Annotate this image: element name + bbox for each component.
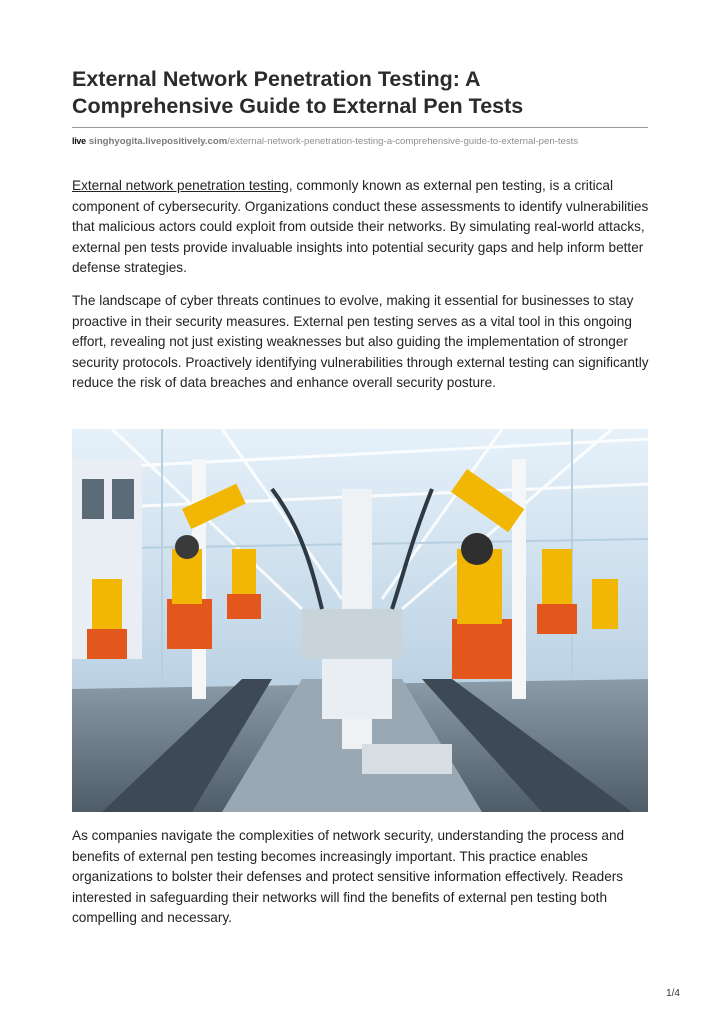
- source-path[interactable]: /external-network-penetration-testing-a-comprehensive-guide-to-external-pen-tests: [227, 136, 579, 147]
- article-title-line-2: Comprehensive Guide to External Pen Tests: [72, 94, 524, 118]
- paragraph-1-text: , commonly known as external pen testing, is a critical component of cybersecurity. Organizations conduct these assessments to identify vulnerabilities that malicious actors could exploit from outside their networks. By simulating real-world attacks, external pen tests provide invaluable insights into potential security gaps and help inform better defense strategies.: [72, 178, 649, 275]
- factory-robots-photo: [72, 429, 648, 812]
- article-title-line-1: External Network Penetration Testing: A: [72, 67, 481, 91]
- paragraph-1: [72, 176, 652, 279]
- article-title: [72, 66, 652, 120]
- paragraph-3: As companies navigate the complexities of network security, understanding the process and benefits of external pen testing becomes increasingly important. This practice enables organizations to bolster their defenses and protect sensitive information effectively. Readers interested in safeguarding their networks will find the benefits of external pen testing both compelling and necessary.: [72, 828, 625, 925]
- site-logo: live: [72, 136, 86, 146]
- title-divider: [72, 127, 648, 128]
- factory-robots-illustration: [72, 429, 648, 812]
- page-number: 1/4: [666, 988, 680, 999]
- paragraph-2: The landscape of cyber threats continues to evolve, making it essential for businesses to stay proactive in their security measures. External pen testing serves as a vital tool in this ongoing effort, revealing not just existing weaknesses but also guiding the implementation of stronger security protocols. Proactively identifying vulnerabilities through external testing can significantly reduce the risk of data breaches and enhance overall security posture.: [72, 293, 649, 390]
- source-line: [72, 135, 662, 148]
- source-domain-link[interactable]: singhyogita.livepositively.com: [88, 136, 228, 147]
- topic-link[interactable]: External network penetration testing: [72, 178, 289, 193]
